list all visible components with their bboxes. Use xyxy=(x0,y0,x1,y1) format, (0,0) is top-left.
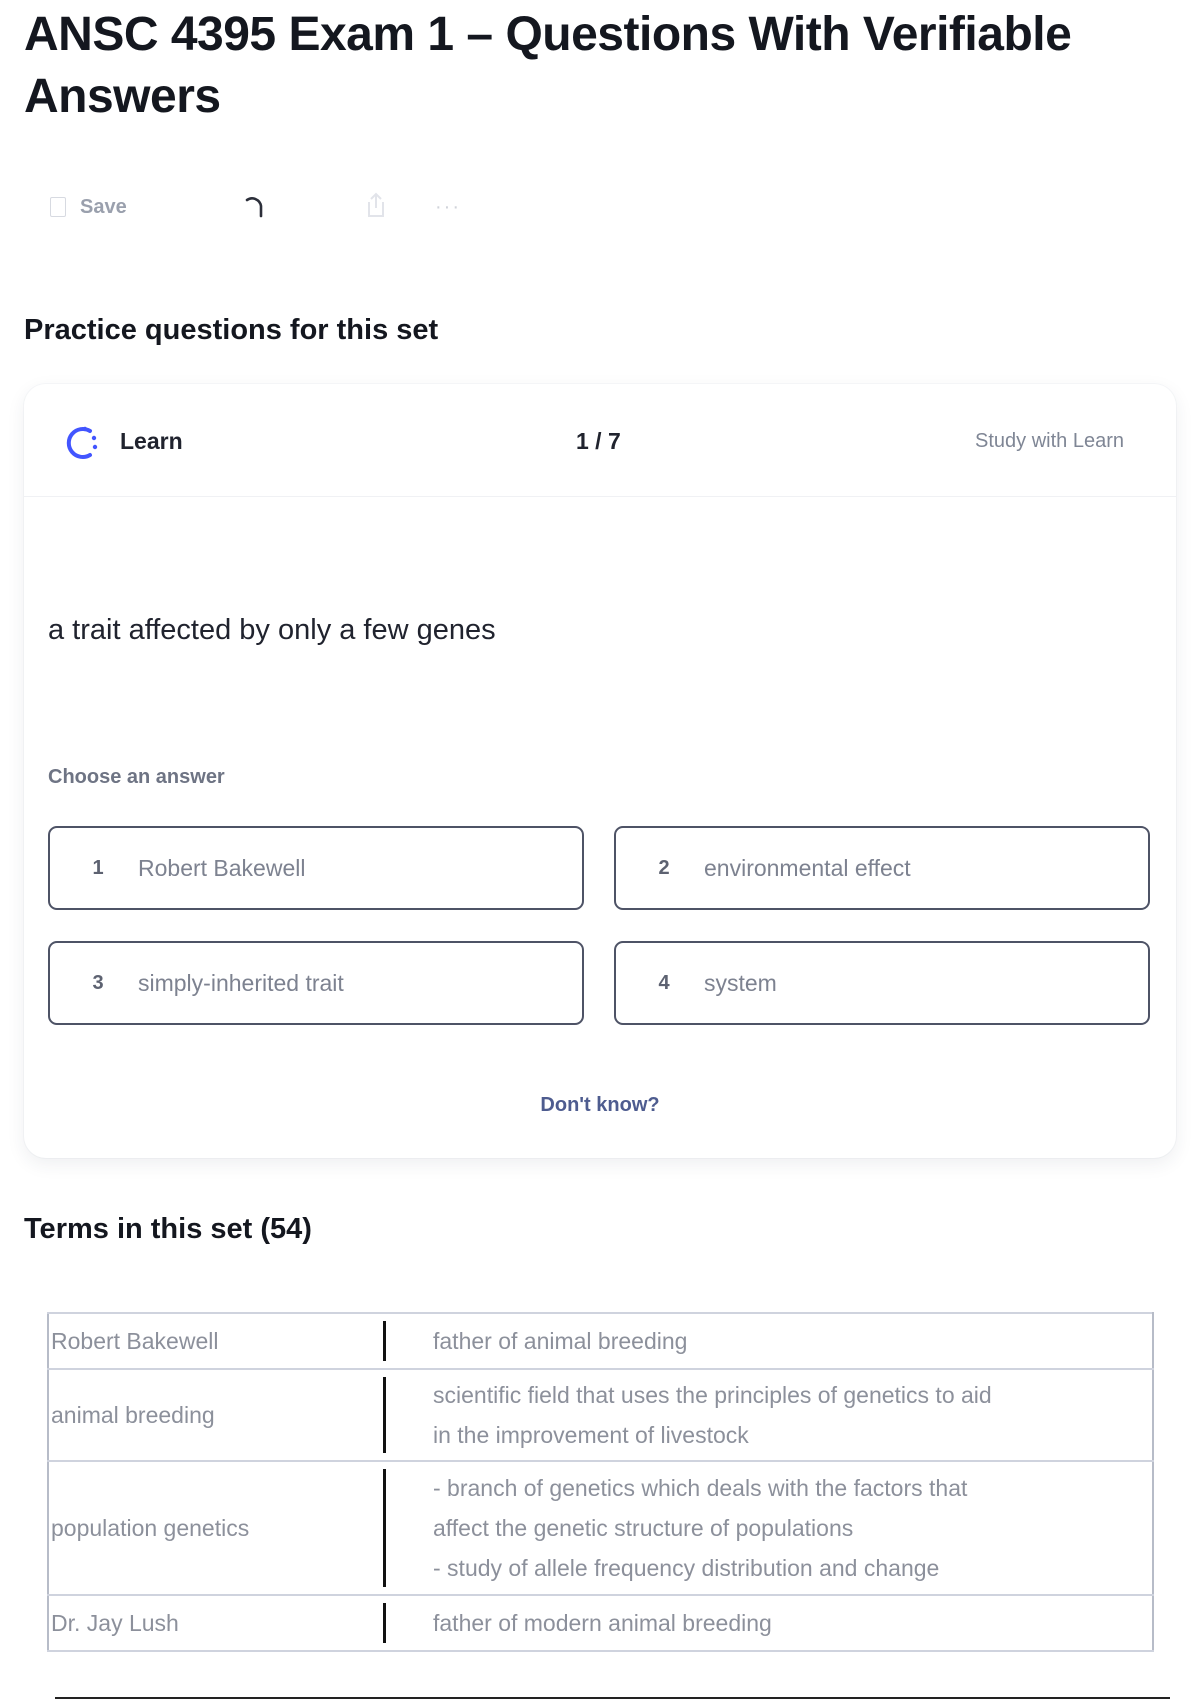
answer-text: system xyxy=(704,969,777,996)
definition-cell xyxy=(385,1313,1153,1369)
answer-option-4[interactable] xyxy=(614,941,1150,1025)
definition-line: father of animal breeding xyxy=(433,1328,688,1354)
answer-option-3[interactable] xyxy=(48,941,584,1025)
answer-number: 1 xyxy=(92,856,104,879)
answer-option-1[interactable] xyxy=(48,826,584,910)
answer-text: Robert Bakewell xyxy=(138,854,306,881)
choose-answer-label: Choose an answer xyxy=(48,766,225,788)
learn-mode-label: Learn xyxy=(120,428,183,454)
definition-line: - study of allele frequency distribution and change xyxy=(433,1555,940,1581)
bookmark-icon xyxy=(50,197,66,217)
term-row xyxy=(48,1369,1153,1461)
loading-spinner-icon xyxy=(242,188,266,226)
definition-cell xyxy=(385,1369,1153,1461)
term-row xyxy=(48,1313,1153,1369)
term-cell: animal breeding xyxy=(48,1369,383,1461)
practice-heading: Practice questions for this set xyxy=(24,314,439,346)
study-with-learn-link[interactable]: Study with Learn xyxy=(975,430,1124,452)
terms-heading: Terms in this set (54) xyxy=(24,1213,312,1245)
more-dots-icon: ··· xyxy=(435,195,461,218)
definition-line: in the improvement of livestock xyxy=(433,1422,749,1448)
question-prompt: a trait affected by only a few genes xyxy=(48,614,496,646)
save-button[interactable] xyxy=(50,188,127,226)
divider xyxy=(55,1697,1170,1699)
definition-line: - branch of genetics which deals with the factors that xyxy=(433,1475,968,1501)
save-label: Save xyxy=(80,195,127,218)
set-toolbar xyxy=(50,188,500,226)
answer-number: 3 xyxy=(92,971,104,994)
learn-icon xyxy=(60,422,102,469)
answer-text: simply-inherited trait xyxy=(138,969,344,996)
answer-text: environmental effect xyxy=(704,854,911,881)
definition-cell xyxy=(385,1595,1153,1651)
practice-card-header xyxy=(24,384,1176,497)
term-cell: Robert Bakewell xyxy=(48,1313,383,1369)
dont-know-button[interactable]: Don't know? xyxy=(540,1094,660,1116)
definition-line: father of modern animal breeding xyxy=(433,1610,772,1636)
page-title: ANSC 4395 Exam 1 – Questions With Verifiable Answers xyxy=(24,8,1072,123)
definition-line: affect the genetic structure of populations xyxy=(433,1515,854,1541)
answer-number: 2 xyxy=(658,856,670,879)
practice-card xyxy=(24,384,1176,1158)
share-button[interactable] xyxy=(364,188,388,226)
term-cell: population genetics xyxy=(48,1461,383,1595)
definition-line: scientific field that uses the principles of genetics to aid xyxy=(433,1382,992,1408)
answer-option-2[interactable] xyxy=(614,826,1150,910)
term-cell: Dr. Jay Lush xyxy=(48,1595,383,1651)
question-counter: 1 / 7 xyxy=(576,428,621,454)
share-icon xyxy=(364,191,388,224)
answer-number: 4 xyxy=(658,971,670,994)
terms-table xyxy=(47,1312,1154,1652)
term-row xyxy=(48,1461,1153,1595)
more-options-button[interactable] xyxy=(435,188,461,226)
definition-cell xyxy=(385,1461,1153,1595)
term-row xyxy=(48,1595,1153,1651)
